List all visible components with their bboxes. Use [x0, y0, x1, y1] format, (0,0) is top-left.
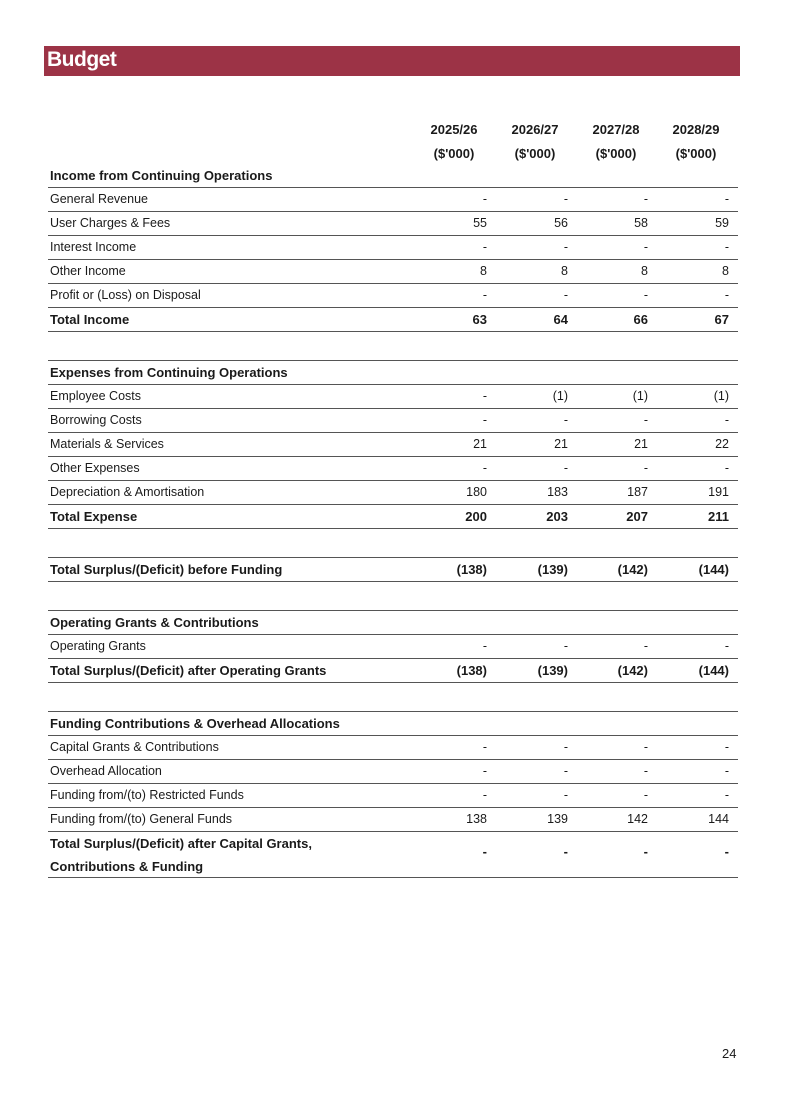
row-label: Total Expense — [50, 509, 138, 524]
cell: 142 — [627, 812, 648, 826]
column-header — [495, 118, 575, 166]
cell: 56 — [554, 216, 568, 230]
cell: - — [563, 288, 568, 302]
cell: 21 — [554, 437, 568, 451]
cell: - — [643, 413, 648, 427]
cell: 66 — [633, 312, 648, 327]
table-row — [48, 481, 738, 505]
cell: - — [482, 788, 487, 802]
row-label: User Charges & Fees — [50, 216, 171, 230]
cell: (142) — [617, 663, 648, 678]
table-row — [48, 409, 738, 433]
page-title: Budget — [47, 48, 117, 71]
cell: - — [482, 844, 487, 859]
row-label — [50, 832, 312, 878]
cell: 183 — [547, 485, 568, 499]
table-row — [48, 784, 738, 808]
cell: - — [563, 192, 568, 206]
table-row — [48, 260, 738, 284]
section-spacer — [48, 529, 738, 557]
cell: - — [482, 461, 487, 475]
cell: 63 — [472, 312, 487, 327]
section-spacer — [48, 582, 738, 610]
row-label-line: Contributions & Funding — [50, 859, 204, 874]
table-row — [48, 212, 738, 236]
cell: - — [724, 192, 729, 206]
section-heading-label: Income from Continuing Operations — [50, 168, 273, 183]
cell: (139) — [537, 562, 568, 577]
total-row — [48, 557, 738, 582]
row-label: Operating Grants — [50, 639, 146, 653]
cell: - — [482, 740, 487, 754]
table-row — [48, 284, 738, 308]
cell: 21 — [634, 437, 648, 451]
cell: 59 — [715, 216, 729, 230]
row-label: Other Income — [50, 264, 126, 278]
cell: 187 — [627, 485, 648, 499]
row-label: Total Surplus/(Deficit) after Operating Grants — [50, 663, 327, 678]
cell: - — [482, 288, 487, 302]
cell: 67 — [714, 312, 729, 327]
cell: - — [563, 764, 568, 778]
cell: - — [643, 764, 648, 778]
cell: 138 — [466, 812, 487, 826]
cell: - — [643, 740, 648, 754]
cell: 58 — [634, 216, 648, 230]
cell: (138) — [456, 562, 487, 577]
row-label: Total Surplus/(Deficit) before Funding — [50, 562, 283, 577]
cell: (1) — [713, 389, 729, 403]
cell: (139) — [537, 663, 568, 678]
table-row — [48, 635, 738, 659]
section-heading-label: Funding Contributions & Overhead Allocations — [50, 716, 340, 731]
cell: 207 — [626, 509, 648, 524]
title-banner — [44, 46, 740, 76]
cell: 55 — [473, 216, 487, 230]
cell: 144 — [708, 812, 729, 826]
cell: 191 — [708, 485, 729, 499]
cell: (144) — [698, 562, 729, 577]
cell: 64 — [553, 312, 568, 327]
table-row — [48, 188, 738, 212]
row-label: Profit or (Loss) on Disposal — [50, 288, 201, 302]
column-unit: ($'000) — [595, 146, 637, 161]
cell: - — [643, 788, 648, 802]
cell: - — [563, 844, 568, 859]
total-row — [48, 505, 738, 529]
cell: - — [482, 389, 487, 403]
cell: - — [563, 788, 568, 802]
total-row — [48, 659, 738, 683]
row-label: General Revenue — [50, 192, 148, 206]
table-row — [48, 457, 738, 481]
column-header — [414, 118, 494, 166]
budget-table — [48, 112, 738, 878]
cell: - — [724, 844, 729, 859]
cell: - — [724, 764, 729, 778]
page-number: 24 — [722, 1046, 737, 1061]
column-header-row — [48, 112, 738, 164]
cell: - — [482, 639, 487, 653]
cell: - — [563, 639, 568, 653]
cell: 200 — [465, 509, 487, 524]
table-row — [48, 760, 738, 784]
cell: 139 — [547, 812, 568, 826]
cell: 8 — [480, 264, 487, 278]
cell: - — [724, 788, 729, 802]
cell: 22 — [715, 437, 729, 451]
column-year: 2025/26 — [430, 122, 478, 137]
row-label: Capital Grants & Contributions — [50, 740, 219, 754]
cell: 8 — [641, 264, 648, 278]
cell: - — [643, 192, 648, 206]
cell: (1) — [632, 389, 648, 403]
cell: (144) — [698, 663, 729, 678]
cell: - — [482, 192, 487, 206]
cell: (138) — [456, 663, 487, 678]
section-heading — [48, 610, 738, 635]
row-label: Employee Costs — [50, 389, 142, 403]
cell: 8 — [722, 264, 729, 278]
column-unit: ($'000) — [675, 146, 717, 161]
cell: - — [724, 639, 729, 653]
row-label: Depreciation & Amortisation — [50, 485, 205, 499]
column-year: 2027/28 — [592, 122, 640, 137]
section-heading-label: Operating Grants & Contributions — [50, 615, 259, 630]
cell: (142) — [617, 562, 648, 577]
cell: 21 — [473, 437, 487, 451]
cell: 211 — [708, 509, 729, 524]
cell: - — [724, 240, 729, 254]
row-label: Materials & Services — [50, 437, 164, 451]
row-label: Funding from/(to) Restricted Funds — [50, 788, 244, 802]
cell: - — [643, 461, 648, 475]
row-label: Funding from/(to) General Funds — [50, 812, 233, 826]
table-row — [48, 236, 738, 260]
cell: 8 — [561, 264, 568, 278]
cell: - — [563, 740, 568, 754]
row-label: Total Income — [50, 312, 130, 327]
cell: - — [724, 461, 729, 475]
row-label-line: Total Surplus/(Deficit) after Capital Grants, — [50, 836, 312, 851]
column-year: 2026/27 — [511, 122, 559, 137]
section-heading — [48, 164, 738, 188]
table-row — [48, 736, 738, 760]
section-spacer — [48, 683, 738, 711]
cell: 180 — [466, 485, 487, 499]
cell: - — [724, 288, 729, 302]
cell: - — [482, 413, 487, 427]
cell: (1) — [552, 389, 568, 403]
total-row — [48, 832, 738, 878]
row-label: Other Expenses — [50, 461, 140, 475]
cell: - — [482, 764, 487, 778]
column-unit: ($'000) — [514, 146, 556, 161]
cell: - — [563, 461, 568, 475]
row-label: Overhead Allocation — [50, 764, 162, 778]
table-row — [48, 385, 738, 409]
cell: - — [563, 413, 568, 427]
table-row — [48, 433, 738, 457]
row-label: Interest Income — [50, 240, 137, 254]
total-row — [48, 308, 738, 332]
cell: - — [643, 844, 648, 859]
cell: - — [563, 240, 568, 254]
cell: - — [643, 288, 648, 302]
section-heading — [48, 360, 738, 385]
column-header — [576, 118, 656, 166]
column-header — [656, 118, 736, 166]
cell: - — [482, 240, 487, 254]
section-spacer — [48, 332, 738, 360]
cell: - — [643, 639, 648, 653]
column-year: 2028/29 — [672, 122, 720, 137]
cell: 203 — [546, 509, 568, 524]
section-heading-label: Expenses from Continuing Operations — [50, 365, 288, 380]
table-row — [48, 808, 738, 832]
cell: - — [643, 240, 648, 254]
cell: - — [724, 740, 729, 754]
cell: - — [724, 413, 729, 427]
section-heading — [48, 711, 738, 736]
column-unit: ($'000) — [433, 146, 475, 161]
row-label: Borrowing Costs — [50, 413, 142, 427]
